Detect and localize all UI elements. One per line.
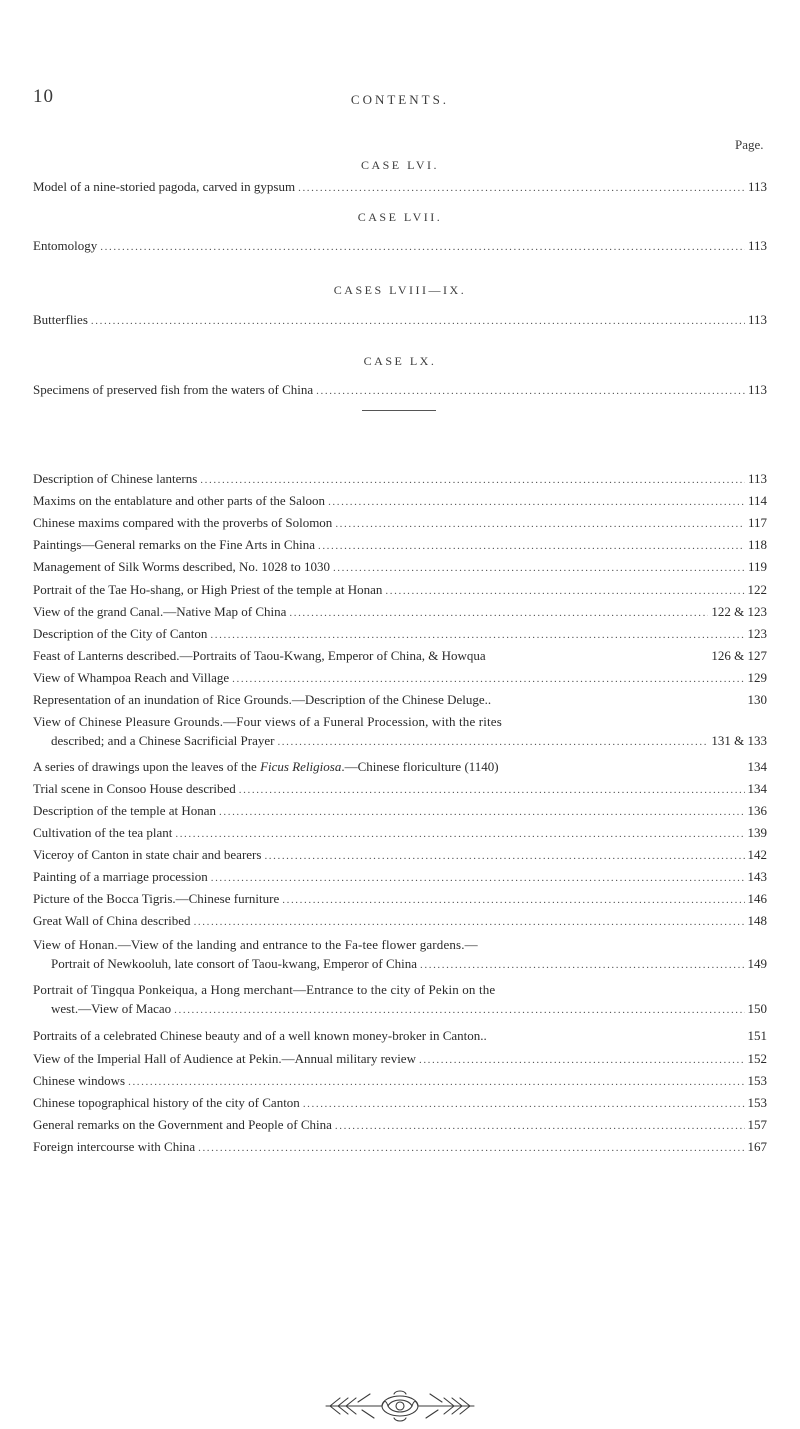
toc-title: Chinese topographical history of the city of Canton <box>33 1095 300 1110</box>
toc-title: Picture of the Bocca Tigris.—Chinese furniture <box>33 891 280 906</box>
leader-dots <box>298 179 745 198</box>
toc-row <box>33 823 767 844</box>
toc-title-line: described; and a Chinese Sacrificial Prayer <box>51 733 275 748</box>
toc-page: 149 <box>747 956 767 971</box>
toc-page: 113 <box>747 382 767 397</box>
leader-dots <box>128 1073 744 1092</box>
toc-page: 151 <box>747 1028 767 1043</box>
toc-row <box>33 646 767 665</box>
toc-title: General remarks on the Government and People of China <box>33 1117 332 1132</box>
toc-page: 131 & 133 <box>711 733 767 748</box>
toc-title: A series of drawings upon the leaves of the Ficus Religiosa.—Chinese floriculture (1140) <box>33 759 499 774</box>
case-heading: CASES LVIII—IX. <box>333 283 467 297</box>
toc-page: 146 <box>747 891 767 906</box>
leader-dots <box>175 825 744 844</box>
toc-row <box>33 557 767 578</box>
leader-dots <box>211 869 745 888</box>
toc-page: 167 <box>747 1139 767 1154</box>
toc-page: 134 <box>747 781 767 796</box>
toc-row <box>33 1093 767 1114</box>
leader-dots <box>335 515 745 534</box>
toc-title: Feast of Lanterns described.—Portraits of Taou-Kwang, Emperor of China, & Howqua <box>33 648 486 663</box>
toc-page: 119 <box>747 559 767 574</box>
toc-title: View of Whampoa Reach and Village <box>33 670 230 685</box>
case-heading: CASE LVI. <box>360 158 440 172</box>
toc-row <box>33 757 767 776</box>
toc-title: Great Wall of China described <box>33 913 191 928</box>
toc-page: 139 <box>747 825 767 840</box>
toc-page: 117 <box>747 515 767 530</box>
toc-page: 114 <box>747 493 767 508</box>
toc-title-line: west.—View of Macao <box>51 1001 172 1016</box>
toc-title: Representation of an inundation of Rice Grounds.—Description of the Chinese Deluge.. <box>33 692 492 707</box>
toc-row <box>33 668 767 689</box>
toc-page: 143 <box>747 869 767 884</box>
leader-dots <box>318 537 745 556</box>
toc-title: Paintings—General remarks on the Fine Arts in China <box>33 537 315 552</box>
leader-dots <box>174 1001 744 1020</box>
leader-dots <box>239 781 745 800</box>
toc-page: 126 & 127 <box>711 648 767 663</box>
toc-title: Trial scene in Consoo House described <box>33 781 236 796</box>
leader-dots <box>194 913 745 932</box>
toc-row <box>33 801 767 822</box>
toc-entry-multiline <box>33 935 767 975</box>
leader-dots <box>316 382 745 401</box>
toc-title: Description of Chinese lanterns <box>33 471 198 486</box>
toc-row <box>33 911 767 932</box>
toc-title: Viceroy of Canton in state chair and bearers <box>33 847 262 862</box>
case-heading: CASE LX. <box>363 354 437 368</box>
leader-dots <box>289 604 708 623</box>
toc-title-line: Portrait of Tingqua Ponkeiqua, a Hong merchant—Entrance to the city of Pekin on the <box>33 982 496 997</box>
toc-title: Chinese windows <box>33 1073 126 1088</box>
running-title: CONTENTS. <box>350 92 450 107</box>
toc-row <box>33 1049 767 1070</box>
toc-page: 157 <box>747 1117 767 1132</box>
page-column-label: Page. <box>735 137 764 152</box>
leader-dots <box>100 238 745 257</box>
leader-dots <box>333 559 745 578</box>
toc-title: Butterflies <box>33 312 88 327</box>
toc-row <box>33 1137 767 1158</box>
toc-title: Description of the temple at Honan <box>33 803 217 818</box>
leader-dots <box>91 312 745 331</box>
toc-row <box>33 236 767 257</box>
toc-page: 113 <box>747 179 767 194</box>
toc-page: 122 <box>747 582 767 597</box>
leader-dots <box>277 733 708 752</box>
leader-dots <box>219 803 744 822</box>
toc-page: 142 <box>747 847 767 862</box>
toc-page: 123 <box>747 626 767 641</box>
toc-title: Specimens of preserved fish from the waters of China <box>33 382 314 397</box>
toc-page: 153 <box>747 1073 767 1088</box>
ornamental-tailpiece-icon <box>322 1388 478 1429</box>
toc-entry-multiline <box>33 980 767 1020</box>
toc-page: 136 <box>747 803 767 818</box>
toc-title-line: View of Chinese Pleasure Grounds.—Four views of a Funeral Procession, with the rites <box>33 714 502 729</box>
toc-title: Model of a nine-storied pagoda, carved in gypsum <box>33 179 296 194</box>
toc-page: 152 <box>747 1051 767 1066</box>
leader-dots <box>198 1139 744 1158</box>
toc-page: 122 & 123 <box>711 604 767 619</box>
toc-title: View of the Imperial Hall of Audience at Pekin.—Annual military review <box>33 1051 416 1066</box>
toc-row <box>33 535 767 556</box>
leader-dots <box>264 847 744 866</box>
leader-dots <box>200 471 745 490</box>
toc-row <box>33 1115 767 1136</box>
leader-dots <box>210 626 744 645</box>
toc-page: 153 <box>747 1095 767 1110</box>
toc-title: Portraits of a celebrated Chinese beauty and of a well known money-broker in Canton.. <box>33 1028 487 1043</box>
toc-row <box>33 469 767 490</box>
toc-row <box>33 380 767 401</box>
toc-row <box>33 513 767 534</box>
toc-title: Entomology <box>33 238 98 253</box>
toc-row <box>33 690 767 709</box>
toc-page: 113 <box>747 312 767 327</box>
toc-row <box>33 602 767 623</box>
toc-row <box>33 491 767 512</box>
toc-title-line: View of Honan.—View of the landing and entrance to the Fa-tee flower gardens.— <box>33 937 478 952</box>
toc-title: Chinese maxims compared with the proverbs of Solomon <box>33 515 333 530</box>
toc-page: 148 <box>747 913 767 928</box>
toc-page: 134 <box>747 759 767 774</box>
toc-page: 118 <box>747 537 767 552</box>
leader-dots <box>419 1051 745 1070</box>
leader-dots <box>335 1117 745 1136</box>
toc-page: 130 <box>747 692 767 707</box>
toc-row <box>33 177 767 198</box>
page-number: 10 <box>33 86 54 107</box>
toc-row <box>33 1026 767 1045</box>
toc-row <box>33 310 767 331</box>
leader-dots <box>328 493 745 512</box>
toc-row <box>33 867 767 888</box>
toc-row <box>33 624 767 645</box>
toc-row <box>33 889 767 910</box>
toc-entry-multiline <box>33 712 767 752</box>
case-heading: CASE LVII. <box>357 210 443 224</box>
toc-page: 113 <box>747 471 767 486</box>
leader-dots <box>282 891 744 910</box>
toc-title: Painting of a marriage procession <box>33 869 208 884</box>
toc-title-line: Portrait of Newkooluh, late consort of Taou-kwang, Emperor of China <box>51 956 418 971</box>
toc-title: Management of Silk Worms described, No. 1028 to 1030 <box>33 559 330 574</box>
toc-title: Foreign intercourse with China <box>33 1139 196 1154</box>
toc-title: View of the grand Canal.—Native Map of China <box>33 604 287 619</box>
toc-page: 113 <box>747 238 767 253</box>
toc-row <box>33 779 767 800</box>
leader-dots <box>420 956 744 975</box>
toc-title: Description of the City of Canton <box>33 626 208 641</box>
toc-page: 129 <box>747 670 767 685</box>
toc-title: Maxims on the entablature and other parts of the Saloon <box>33 493 326 508</box>
toc-page: 150 <box>747 1001 767 1016</box>
leader-dots <box>232 670 744 689</box>
leader-dots <box>303 1095 745 1114</box>
toc-row <box>33 580 767 601</box>
toc-title: Cultivation of the tea plant <box>33 825 173 840</box>
section-divider <box>362 410 436 411</box>
toc-row <box>33 1071 767 1092</box>
toc-title: Portrait of the Tae Ho-shang, or High Priest of the temple at Honan <box>33 582 383 597</box>
leader-dots <box>385 582 744 601</box>
toc-row <box>33 845 767 866</box>
